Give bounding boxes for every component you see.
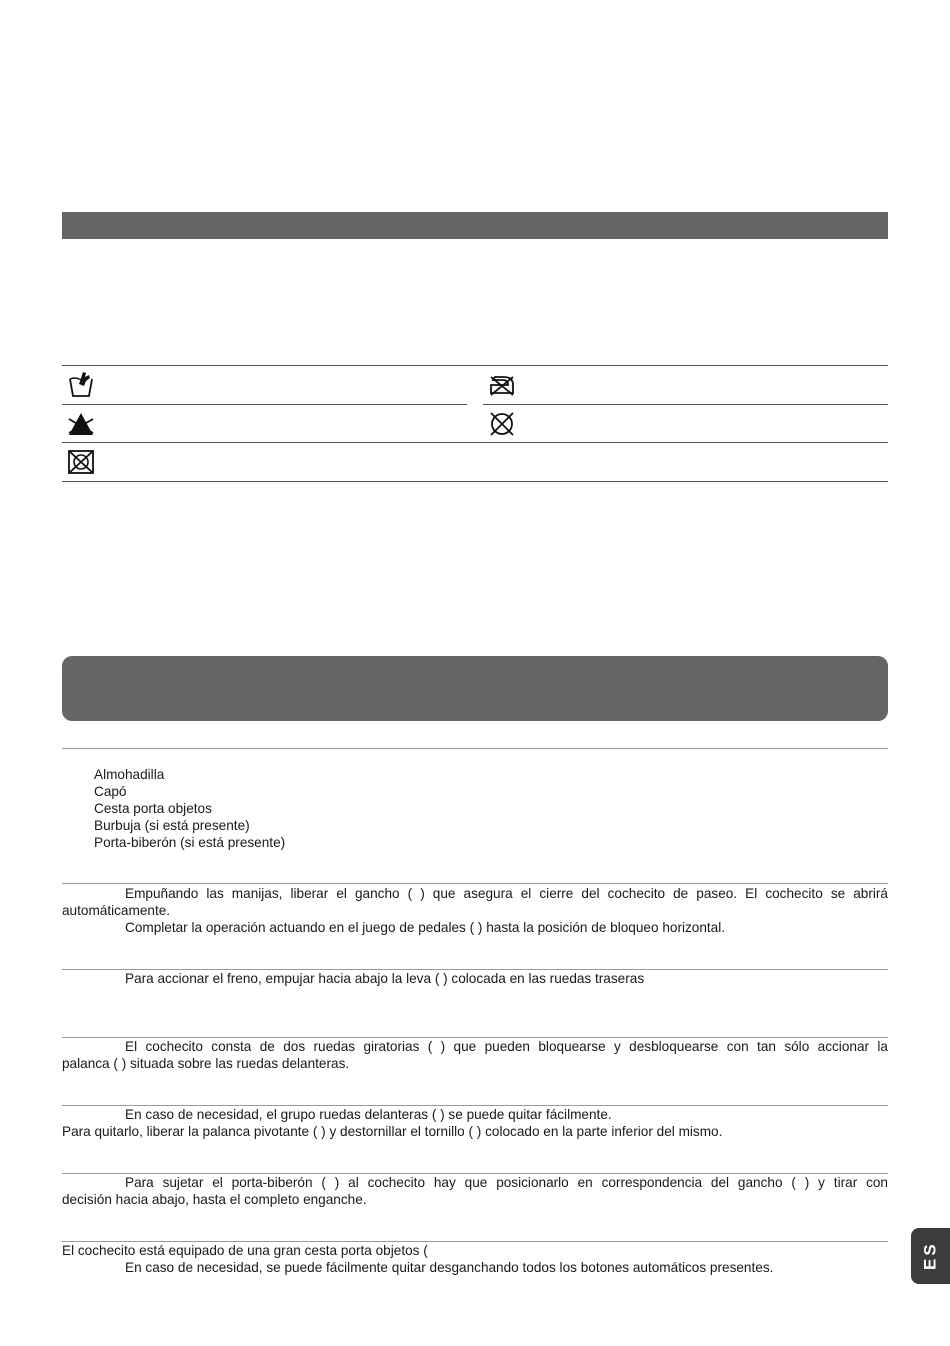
section-rule: [62, 748, 888, 749]
hand-wash-icon: [66, 369, 96, 399]
table-rule: [62, 365, 888, 366]
section-header-rounded: [62, 656, 888, 721]
do-not-tumble-dry-icon: [66, 447, 96, 477]
open-instructions: automáticamente.: [62, 903, 171, 918]
table-rule: [62, 442, 888, 443]
table-rule: [483, 404, 888, 405]
do-not-bleach-icon: [66, 409, 96, 439]
wheels-instructions: El cochecito consta de dos ruedas giratorias ( ) que pueden bloquearse y desbloquearse con tan sólo accionar la: [125, 1039, 888, 1054]
section-header-bar: [62, 212, 888, 239]
do-not-iron-icon: [487, 369, 517, 399]
language-label: ES: [920, 1241, 940, 1271]
table-rule: [62, 404, 467, 405]
open-instructions: Empuñando las manijas, liberar el gancho ( ) que asegura el cierre del cochecito de paseo. El cochecito se abrirá: [125, 886, 888, 901]
brake-instructions: Para accionar el freno, empujar hacia abajo la leva ( ) colocada en las ruedas traseras: [125, 971, 645, 986]
list-item: Almohadilla: [94, 767, 165, 782]
wheels-instructions: palanca ( ) situada sobre las ruedas delanteras.: [62, 1056, 350, 1071]
language-tab: [911, 1228, 950, 1284]
basket-instructions: El cochecito está equipado de una gran cesta porta objetos (: [62, 1243, 428, 1258]
do-not-dry-clean-icon: [487, 409, 517, 439]
table-rule: [62, 481, 888, 482]
list-item: Burbuja (si está presente): [94, 818, 250, 833]
bottle-holder-instructions: decisión hacia abajo, hasta el completo enganche.: [62, 1192, 367, 1207]
list-item: Porta-biberón (si está presente): [94, 835, 286, 850]
list-item: Cesta porta objetos: [94, 801, 212, 816]
bottle-holder-instructions: Para sujetar el porta-biberón ( ) al cochecito hay que posicionarlo en correspondencia del gancho ( ) y tirar con: [125, 1175, 888, 1190]
basket-instructions: En caso de necesidad, se puede fácilmente quitar desganchando todos los botones automáticos presentes.: [125, 1260, 774, 1275]
remove-wheels-instructions: En caso de necesidad, el grupo ruedas delanteras ( ) se puede quitar fácilmente.: [125, 1107, 612, 1122]
section-rule: [62, 883, 888, 884]
list-item: Capó: [94, 784, 127, 799]
open-instructions: Completar la operación actuando en el juego de pedales ( ) hasta la posición de bloqueo horizontal.: [125, 920, 726, 935]
remove-wheels-instructions: Para quitarlo, liberar la palanca pivotante ( ) y destornillar el tornillo ( ) colocado en la parte inferior del mismo.: [62, 1124, 723, 1139]
